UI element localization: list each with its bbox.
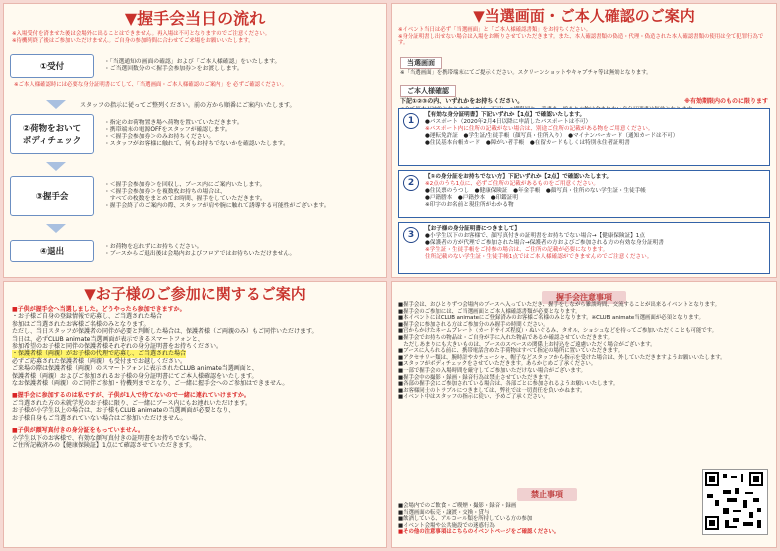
id-box-1-line: ●パスポート（2020年2月4日以降に申請したパスポートは不可）	[425, 118, 592, 125]
id-box-3-line: ●保護者の方が代理でご参加された場合→保護者の方およびご参加される方の有効な身分証明書	[425, 239, 664, 246]
flow-title: ▼握手会当日の流れ	[124, 9, 266, 28]
flow-panel	[3, 3, 387, 278]
children-panel	[3, 281, 387, 548]
children-sec1-line: 当日は、必ずCLUB animate当選画面が表示できるスマートフォンと、	[12, 335, 204, 343]
caution-line: ■アクセサリー類は、腕時計やカチューシャ、帽子などスタッフから指示を受けた場合は、外していただきますようお願いいたします。	[398, 354, 726, 361]
flow-note-2: ※待機列終了後はご参加いただけません。ご自身の参加時間に合わせてご来場をお願いいたします。	[12, 37, 254, 44]
step-handshake	[10, 176, 380, 216]
id-box-1-line: ●運転免許証 ●学生証/生徒手帳（顔写真・住所入り） ●マイナンバーカード（通知カードは不可）	[425, 132, 679, 139]
ban-line: ■イベント会場や公共施設での迷惑行為	[398, 522, 495, 529]
id-box-3-number: 3	[403, 227, 419, 243]
caution-line: ■一部で握手会の入場時間を厳守してご参加いただけない場合がございます。	[398, 367, 586, 374]
step-baggage	[10, 114, 380, 154]
identity-intro: 下記①②③の内、いずれかをお持ちください。	[400, 98, 524, 106]
id-box-3-line: ※学生証・生徒手帳をご持参の場合は、ご住所の記載が必要になります。	[425, 246, 609, 253]
step-exit-line: ・お荷物を忘れずにお持ちください。	[104, 243, 203, 250]
id-box-1-title: 【有効な身分証明書】下記いずれか【1点】で確認いたします。	[425, 112, 586, 118]
id-box-3-line: 住所記載のない学生証・生徒手帳1点ではご本人様確認ができませんのでご注意ください。	[425, 253, 653, 260]
id-box-3-line: ●小学生以下のお客様で、顔写真付きの証明書をお持ちでない場合→【健康保険証】1点	[425, 232, 645, 239]
caution-line: ■お客様同士のトラブルにつきましては、弊社では一切責任を負いかねます。	[398, 387, 586, 394]
children-sec2-line: お子様自身もご当選されていない場合はご参加いただけません。	[12, 414, 187, 422]
children-sec1-line: なお保護者様（両親）のご同伴ご参加・待機列までとなり、ご一緒に握手会へのご参加はできません。	[12, 380, 289, 388]
step-reception-line: ・ご当選回数分の＜握手会参加券＞をお渡しします。	[104, 66, 243, 72]
id-box-2	[398, 170, 770, 218]
cautions-panel	[391, 281, 777, 548]
caution-line: ■スタッフがボディチェックをさせていただきます。あらかじめご了承ください。	[398, 361, 597, 368]
children-sec3-line: 小学生以下のお客様で、有効な顔写真付きの証明書をお持ちでない場合、	[12, 434, 210, 442]
step-handshake-line: すべての枚数をまとめてお時間、握手をしていただきます。	[104, 196, 266, 202]
children-sec1-title: ■子供が握手会へ当選しました。どうやったら参加できますか。	[12, 306, 186, 313]
identity-valid-note: ※有効期限内のものに限ります	[684, 98, 768, 106]
children-sec1-line: ・お子様ご自身の登録情報で応募し、ご当選された場合	[12, 313, 163, 321]
ban-line: ■飲酒している、アルコール類を所持している方の参加	[398, 516, 533, 523]
id-box-3-title: 【お子様の身分証明書につきまして】	[425, 226, 520, 232]
caution-line: ■握手会に参加される方はご参加分のみ握手の時間ください。	[398, 321, 549, 328]
id-check-panel	[391, 3, 777, 278]
id-box-3	[398, 222, 770, 274]
id-box-1-line: ※パスポート内に住所の記載がない場合は、別途ご住所の記載がある物をご用意ください。	[425, 125, 654, 132]
children-sec2-line: お子様が小学生以上の場合は、お子様もCLUB animateの当選画面が必要となり、	[12, 407, 235, 415]
qr-code-icon	[703, 470, 765, 532]
children-sec3-title: ■子供が顔写真付きの身分証をもっていません。	[12, 427, 145, 435]
step-handshake-line: ・＜握手会参加券＞を複数枚お持ちの場合は、	[104, 188, 226, 195]
id-box-2-number: 2	[403, 175, 419, 191]
step-baggage-label: ②荷物をおいて ボディチェック	[10, 114, 94, 154]
children-sec2-line: ご当選された方の未就学児のお子様に限り、ご一緒にブース内にもお連れいただけます。	[12, 399, 252, 407]
id-box-2-line: ●戸籍謄本 ●戸籍抄本 ●印鑑証明	[425, 194, 518, 201]
caution-line: ■各部の握手会にご参加されている場合は、各部ごとに参加されるようお願いいたします。	[398, 381, 619, 388]
caution-line: ■握手会中の撮影・録画・録音行為は禁止させていただきます。	[398, 374, 554, 381]
step-handshake-label: ③握手会	[10, 176, 94, 216]
id-box-1-number: 1	[403, 113, 419, 129]
step-handshake-line: ・＜握手会参加券＞を回収し、ブース内にご案内いたします。	[104, 181, 266, 188]
id-box-2-title: 【①の身分証をお持ちでない方】下記いずれか【2点】で確認いたします。	[425, 174, 613, 180]
children-sec1-line: ただし、当日スタッフが保護者の同伴が必要と判断した場合は、保護者様（ご両親のみ）もご同伴いただけます。	[12, 328, 318, 336]
flow-arrow	[10, 98, 380, 110]
id-box-2-line: ※2点のうち1点に、必ずご住所の記載があるものをご用意ください。	[425, 180, 600, 187]
children-sec1-line: 参加希望のお子様と同伴の保護者様それぞれの身分証明書をお持ちください。	[12, 343, 223, 351]
winning-screen-line: ※「当選画面」を携帯端末にてご提示ください。スクリーンショットやキャプチャ等は無効となります。	[400, 69, 652, 76]
ban-line: ■その他の注意事項はこちらのイベントページをご確認ください。	[398, 529, 560, 536]
id-box-2-line: ●住民票のうつし ●健康保険証 ●年金手帳 ●顔写真・住所のない学生証・生徒手帳	[425, 187, 646, 194]
caution-line: ■握手会は、おひとりずつ会場内のブースへ入っていただき、握手をしながら雑談時間、交流することが出来るイベントとなります。	[398, 302, 721, 308]
step-baggage-line: ・指定のお荷物置き場へ荷物を置いていただきます。	[104, 119, 243, 126]
step-reception-label: ①受付	[10, 54, 94, 78]
children-sec1-line: 保護者様（両親）およびご参加されるお子様の身分証明書にてご本人様確認をいたします。	[12, 372, 258, 380]
caution-line: ただしあまりにも大きいものは、ブースのスペースの関係上お持込をご遠慮いただく場合がございます。	[398, 341, 656, 348]
id-check-note-1: ※イベント当日は必ず「当選画面」と「ご本人様確認書類」をお持ちください。	[398, 27, 592, 33]
id-check-note-2: ※身分証明書し出せない場合は入場をお断りさせていただきます。また、本人確認書類の偽造・代理・偽造された本人確認書類の使用は全て犯罪行為です。	[398, 33, 764, 47]
id-check-title: ▼当選画面・ご本人確認のご案内	[473, 7, 695, 25]
caution-line: ■握手会でお持ちの物品は・ご自身が手に入れた物品であるか確認させていただきます。	[398, 334, 613, 341]
caution-line: ■イベント中はスタッフの指示に従い、予めご了承ください。	[398, 394, 549, 401]
ban-line: ■当選画面の転売・譲渡・交換・貸与	[398, 509, 490, 516]
flow-note-1: ※入場受付を済ませた後は会場外に出ることはできません。再入場は不可となりますのでご注意ください。	[12, 31, 271, 37]
step-exit-line: ・ブースからご退出後は会場内およびフロアではお待ちいただけません。	[104, 251, 296, 257]
step-reception-note: ※ご本人様確認時には必要な身分証明書にてして、「当選画面・ご本人様確認のご案内」を 必ずご確認ください。	[14, 82, 287, 88]
ban-title: 禁止事項	[517, 488, 577, 501]
flow-arrow-text: スタッフの指示に従ってご整列ください。前の方から順番にご案内いたします。	[80, 101, 296, 109]
step-exit-label: ④退出	[10, 240, 94, 262]
step-reception	[10, 54, 380, 78]
children-sec2-title: ■握手会に参加するのは私ですが、子供が1人で待てないので一緒に連れていけますか。	[12, 392, 250, 400]
qr-code[interactable]	[702, 469, 768, 535]
flow-arrow-3	[10, 222, 380, 234]
caution-line: ■ブースに入られる前に、携帯電話含めた手荷物はすべて指定の場所に置いていただきます。	[398, 348, 624, 355]
identity-caption: ご本人様確認	[400, 85, 456, 97]
children-sec1-line: ご来場の際は保護者様（両親）のスマートフォンに表示されたCLUB animate当選画面と、	[12, 365, 258, 373]
children-sec1-line: 必ずご応募された保護者様（両親）も受付までお越しください。	[12, 357, 187, 365]
step-baggage-line: ・スタッフがお客様に触れて、何もお持ちでないかを確認いたします。	[104, 141, 289, 148]
winning-screen-caption: 当選画面	[400, 57, 442, 69]
ban-line: ■会場内でのご飲食・ご喫煙・撮影・録音・録画	[398, 503, 517, 509]
id-box-1	[398, 108, 770, 166]
step-baggage-line: ・＜握手会参加券＞のみお持ちください。	[104, 134, 215, 140]
id-box-2-line: ※印字のお名前と現住所がわかる物	[425, 201, 514, 208]
caution-line: ■握手会のご参加には、ご当選画面とご本人様確認書類が必要となります。	[398, 308, 581, 315]
flow-arrow-2	[10, 160, 380, 172]
caution-line: ■官からかけたネームプレート（カードサイズ程度）・ぬいぐるみ、タオル、ショシュなどを持ってご参加いただくことも可能です。	[398, 328, 718, 335]
step-baggage-line: ・携帯端末の電源OFFをスタッフが確認します。	[104, 126, 231, 133]
children-sec1-line: ・保護者様（両親）がお子様の代理で応募し、ご当選された場合	[12, 350, 187, 358]
caution-line: ■本イベントにはCLUB animateにご登録済みのお客様ご名様のみとなります。※CLUB animate当選画面が必須となります。	[398, 315, 704, 322]
children-sec1-line: 参加はご当選されたお客様ご名様のみとなります。	[12, 320, 150, 328]
children-sec3-line: ご住所記載済みの【健康保険証】1点にて確認させていただきます。	[12, 441, 196, 449]
step-reception-line: ・「当選通知の画面の確認」および「ご本人様確認」をいたします。	[104, 58, 281, 65]
children-title: ▼お子様のご参加に関するご案内	[84, 285, 306, 303]
id-box-1-line: ●住民基本台帳カード ●障がい者手帳 ●在留カードもしくは特別永住者証明書	[425, 139, 630, 146]
step-exit	[10, 240, 380, 262]
cautions-title: 握手会注意事項	[542, 291, 626, 304]
step-handshake-line: ・握手会終了のご案内の際、スタッフが肩や腕に触れて誘導する可能性がございます。	[104, 203, 330, 210]
